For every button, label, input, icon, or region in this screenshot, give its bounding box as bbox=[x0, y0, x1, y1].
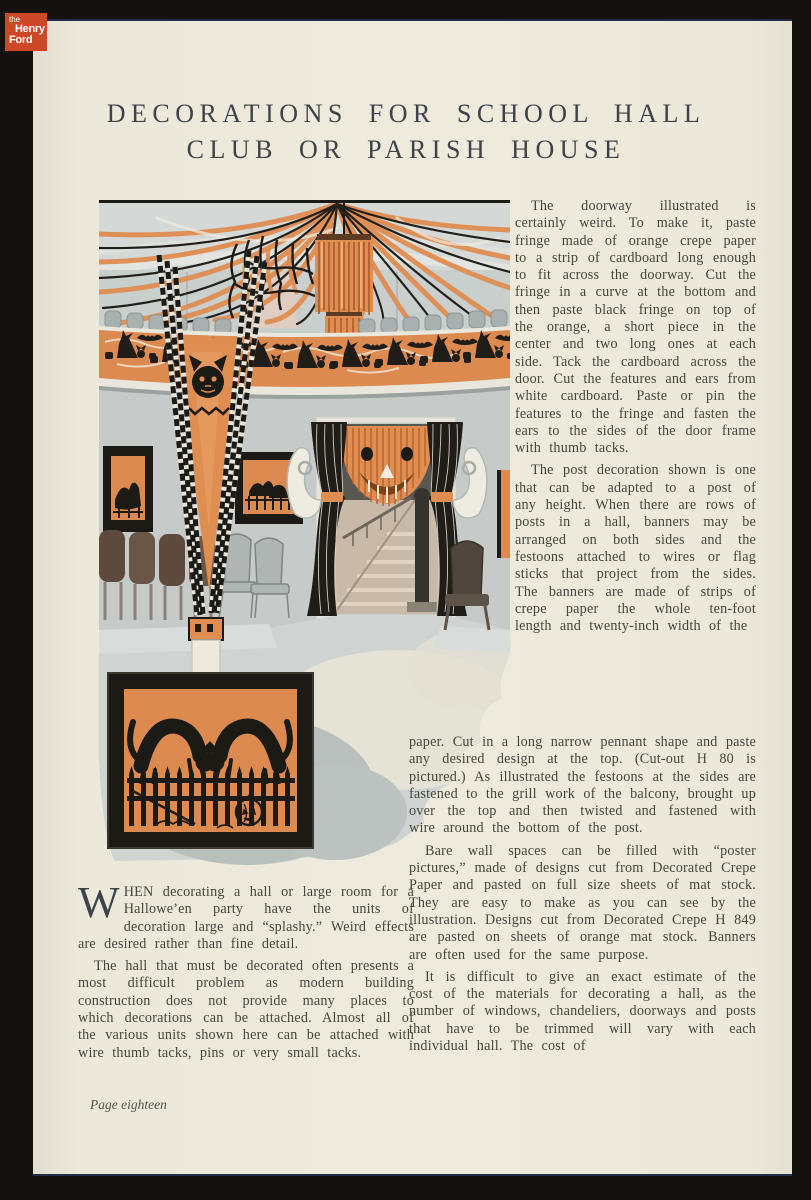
paragraph-doorway: The doorway illustrated is certainly weird. To make it, paste fringe made of orange crepe paper to a strip of cardboard long enough to fit across the doorway. Cut the fringe in a curve at the bottom and then paste black fringe on top of the orange, a short piece in the center and two long ones at each side. Tack the cardboard across the door. Cut the features and ears from white cardboard. Paste or pin the features to the fringe and fasten the ears to the sides of the door frame with thumb tacks. bbox=[515, 198, 756, 457]
drop-cap: W bbox=[78, 878, 120, 927]
page-title-line2: CLUB OR PARISH HOUSE bbox=[186, 135, 626, 164]
paragraph-when-decorating bbox=[78, 878, 414, 953]
wide-text-block bbox=[409, 734, 756, 1060]
logo-word-henry: Henry bbox=[15, 23, 45, 35]
face-eye-left bbox=[361, 447, 373, 461]
paragraph-poster-pictures: Bare wall spaces can be filled with “poster pictures,” made of designs cut from Decorated Crepe Paper and pasted on full size sheets of mat stock. They are easy to make as you can see by the illustration. Designs cut from Decorated Crepe H 849 are pasted on sheets of orange mat stock. Banners are often used for the same purpose. bbox=[409, 842, 756, 963]
staircase bbox=[333, 488, 441, 614]
balcony-frieze bbox=[99, 330, 512, 399]
post-band bbox=[189, 618, 223, 640]
paragraph-cost-estimate: It is difficult to give an exact estimate of the cost of the materials for decorating a hall, as the number of windows, chandeliers, doorways and posts that have to be trimmed will vary with each individual hall. The cost of bbox=[409, 968, 756, 1055]
curtain-tie-left bbox=[321, 492, 343, 502]
left-text-column bbox=[78, 878, 414, 1067]
logo-word-ford: Ford bbox=[9, 34, 33, 46]
page-title bbox=[60, 96, 752, 168]
right-text-column bbox=[515, 198, 756, 738]
wall-picture-left bbox=[103, 446, 153, 532]
wall-picture-right bbox=[497, 470, 510, 558]
paragraph-post-narrow: The post decoration shown is one that can be adapted to a post of any height. When there are rows of posts in a hall, banners may be arranged on both sides and the festoons attached to wires or flag sticks that project from the sides. The banners are made of strips of crepe paper the whole ten-foot length and twenty-inch width of the bbox=[515, 462, 756, 635]
face-eye-right bbox=[401, 447, 413, 461]
paragraph-hall-problem: The hall that must be decorated often presents a most difficult problem as modern building construction does not provide many places to which decorations can be attached. Almost all of the various units shown here can be attached with wire thumb tacks, pins or very small tacks. bbox=[78, 958, 414, 1061]
page-number: Page eighteen bbox=[90, 1097, 167, 1112]
newel-post bbox=[415, 500, 429, 606]
paragraph-when-decorating-text: HEN decorating a hall or large room for a Hallowe’en party have the units of decoration large and “splashy.” Weird effects are desired rather than fine detail. bbox=[78, 884, 414, 952]
black-cat-poster bbox=[108, 673, 313, 848]
page-title-line1: DECORATIONS FOR SCHOOL HALL bbox=[106, 99, 706, 128]
logo-word-the: the bbox=[9, 15, 21, 24]
paragraph-post-continued: paper. Cut in a long narrow pennant shape and paste any desired design at the top. (Cut-out H 80 is pictured.) As illustrated the festoons at the sides are fastened to the grill work of the balcony, brought up over the top and then twisted and fastened with wire around the bottom of the post. bbox=[409, 734, 756, 837]
curtain-tie-right bbox=[431, 492, 453, 502]
henry-ford-logo bbox=[5, 13, 47, 51]
